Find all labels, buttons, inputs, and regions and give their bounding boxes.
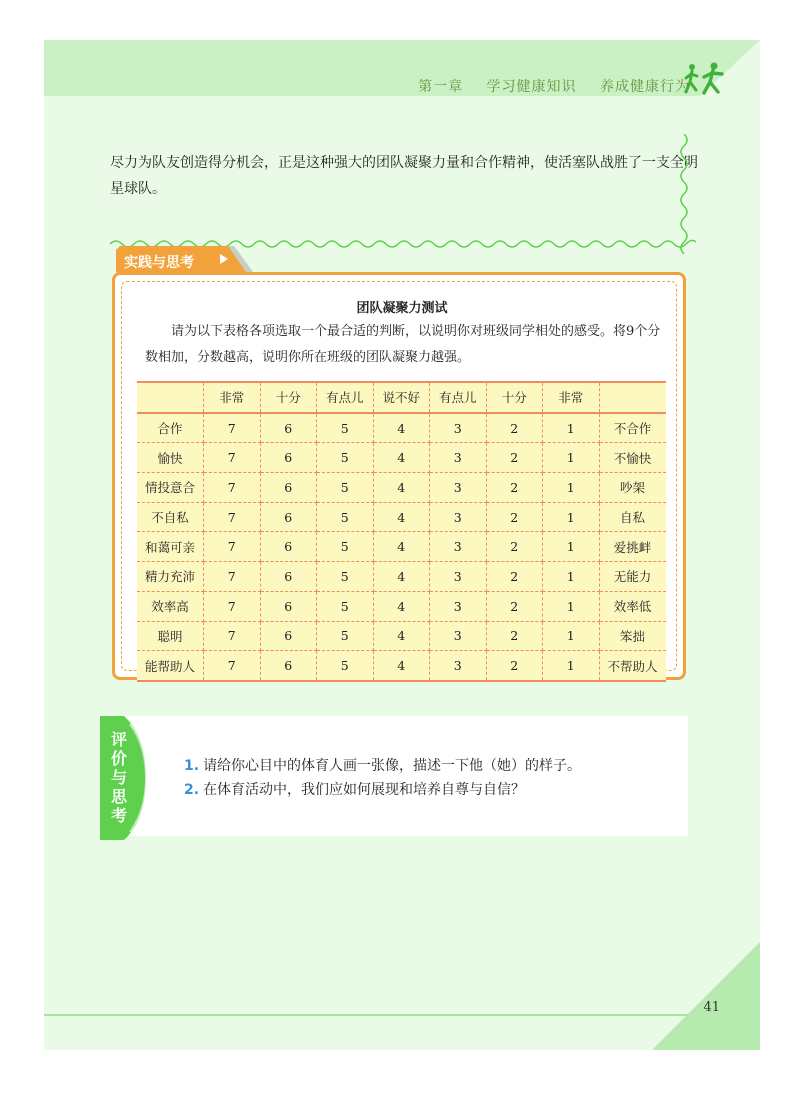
- column-header: 十分: [486, 382, 543, 413]
- score-cell: 3: [430, 532, 487, 562]
- column-header: [137, 382, 204, 413]
- table-row: [137, 473, 666, 503]
- score-cell: 6: [260, 562, 317, 592]
- score-cell: 6: [260, 621, 317, 651]
- evaluation-questions: [184, 754, 581, 802]
- opposite-cell: 无能力: [599, 562, 666, 592]
- trait-cell: 精力充沛: [137, 562, 204, 592]
- score-cell: 5: [317, 532, 374, 562]
- chapter-label: 第一章: [418, 79, 464, 95]
- column-header: 非常: [204, 382, 261, 413]
- score-cell: 1: [543, 621, 600, 651]
- test-title: 团队凝聚力测试: [356, 301, 448, 316]
- chapter-title-2: 养成健康行为: [600, 79, 690, 95]
- score-cell: 4: [373, 413, 430, 443]
- score-cell: 5: [317, 443, 374, 473]
- trait-cell: 和蔼可亲: [137, 532, 204, 562]
- column-header: 有点儿: [317, 382, 374, 413]
- opposite-cell: 不帮助人: [599, 651, 666, 681]
- score-cell: 1: [543, 502, 600, 532]
- score-cell: 6: [260, 473, 317, 503]
- page-number: 41: [703, 1000, 720, 1015]
- score-cell: 2: [486, 502, 543, 532]
- column-header: 非常: [543, 382, 600, 413]
- rating-table: [137, 381, 666, 682]
- table-row: [137, 621, 666, 651]
- table-row: [137, 502, 666, 532]
- score-cell: 1: [543, 532, 600, 562]
- score-cell: 2: [486, 621, 543, 651]
- table-row: [137, 562, 666, 592]
- chapter-header: [400, 76, 690, 96]
- score-cell: 1: [543, 443, 600, 473]
- score-cell: 2: [486, 591, 543, 621]
- question-text: 在体育活动中，我们应如何展现和培养自尊与自信？: [203, 782, 526, 798]
- table-row: [137, 443, 666, 473]
- table-row: [137, 413, 666, 443]
- page: [44, 40, 760, 1050]
- opposite-cell: 效率低: [599, 591, 666, 621]
- column-header: 说不好: [373, 382, 430, 413]
- score-cell: 4: [373, 443, 430, 473]
- column-header: 有点儿: [430, 382, 487, 413]
- question-number: 1.: [184, 758, 200, 774]
- score-cell: 7: [204, 502, 261, 532]
- table-row: [137, 651, 666, 681]
- score-cell: 6: [260, 651, 317, 681]
- opposite-cell: 不合作: [599, 413, 666, 443]
- score-cell: 2: [486, 651, 543, 681]
- practice-label: 实践与思考: [124, 255, 194, 271]
- score-cell: 6: [260, 413, 317, 443]
- score-cell: 6: [260, 532, 317, 562]
- score-cell: 4: [373, 651, 430, 681]
- opposite-cell: 笨拙: [599, 621, 666, 651]
- score-cell: 6: [260, 443, 317, 473]
- score-cell: 2: [486, 473, 543, 503]
- score-cell: 3: [430, 651, 487, 681]
- score-cell: 3: [430, 473, 487, 503]
- table-header-row: [137, 382, 666, 413]
- score-cell: 7: [204, 562, 261, 592]
- trait-cell: 情投意合: [137, 473, 204, 503]
- trait-cell: 合作: [137, 413, 204, 443]
- score-cell: 2: [486, 443, 543, 473]
- score-cell: 6: [260, 502, 317, 532]
- score-cell: 4: [373, 502, 430, 532]
- score-cell: 4: [373, 473, 430, 503]
- score-cell: 5: [317, 473, 374, 503]
- footer-corner: [652, 942, 760, 1050]
- score-cell: 1: [543, 413, 600, 443]
- score-cell: 6: [260, 591, 317, 621]
- practice-box: [112, 272, 686, 680]
- opposite-cell: 爱挑衅: [599, 532, 666, 562]
- score-cell: 4: [373, 591, 430, 621]
- score-cell: 7: [204, 591, 261, 621]
- score-cell: 7: [204, 621, 261, 651]
- score-cell: 1: [543, 473, 600, 503]
- score-cell: 3: [430, 443, 487, 473]
- question-item: [184, 778, 581, 802]
- score-cell: 3: [430, 502, 487, 532]
- score-cell: 2: [486, 532, 543, 562]
- score-cell: 5: [317, 502, 374, 532]
- question-text: 请给你心目中的体育人画一张像，描述一下他（她）的样子。: [203, 758, 582, 774]
- trait-cell: 效率高: [137, 591, 204, 621]
- score-cell: 7: [204, 413, 261, 443]
- score-cell: 7: [204, 651, 261, 681]
- question-number: 2.: [184, 782, 200, 798]
- trait-cell: 聪明: [137, 621, 204, 651]
- score-cell: 3: [430, 562, 487, 592]
- question-item: [184, 754, 581, 778]
- score-cell: 4: [373, 562, 430, 592]
- opposite-cell: 吵架: [599, 473, 666, 503]
- table-row: [137, 591, 666, 621]
- score-cell: 3: [430, 413, 487, 443]
- story-paragraph: 尽力为队友创造得分机会，正是这种强大的团队凝聚力量和合作精神，使活塞队战胜了一支全明星球队。: [110, 155, 698, 197]
- score-cell: 7: [204, 473, 261, 503]
- score-cell: 3: [430, 621, 487, 651]
- score-cell: 1: [543, 591, 600, 621]
- score-cell: 4: [373, 621, 430, 651]
- opposite-cell: 不愉快: [599, 443, 666, 473]
- score-cell: 7: [204, 532, 261, 562]
- column-header: [599, 382, 666, 413]
- trait-cell: 能帮助人: [137, 651, 204, 681]
- trait-cell: 不自私: [137, 502, 204, 532]
- score-cell: 5: [317, 621, 374, 651]
- score-cell: 2: [486, 562, 543, 592]
- table-row: [137, 532, 666, 562]
- column-header: 十分: [260, 382, 317, 413]
- test-instructions: 请为以下表格各项选取一个最合适的判断，以说明你对班级同学相处的感受。将9个分数相加，分数越高，说明你所在班级的团队凝聚力越强。: [145, 324, 661, 365]
- score-cell: 5: [317, 562, 374, 592]
- trait-cell: 愉快: [137, 443, 204, 473]
- score-cell: 1: [543, 651, 600, 681]
- evaluation-badge-label: 评价与思考: [110, 730, 127, 825]
- score-cell: 4: [373, 532, 430, 562]
- runners-icon: [684, 62, 728, 96]
- score-cell: 2: [486, 413, 543, 443]
- score-cell: 1: [543, 562, 600, 592]
- score-cell: 5: [317, 591, 374, 621]
- score-cell: 5: [317, 413, 374, 443]
- score-cell: 5: [317, 651, 374, 681]
- score-cell: 3: [430, 591, 487, 621]
- chapter-title-1: 学习健康知识: [486, 79, 577, 95]
- opposite-cell: 自私: [599, 502, 666, 532]
- score-cell: 7: [204, 443, 261, 473]
